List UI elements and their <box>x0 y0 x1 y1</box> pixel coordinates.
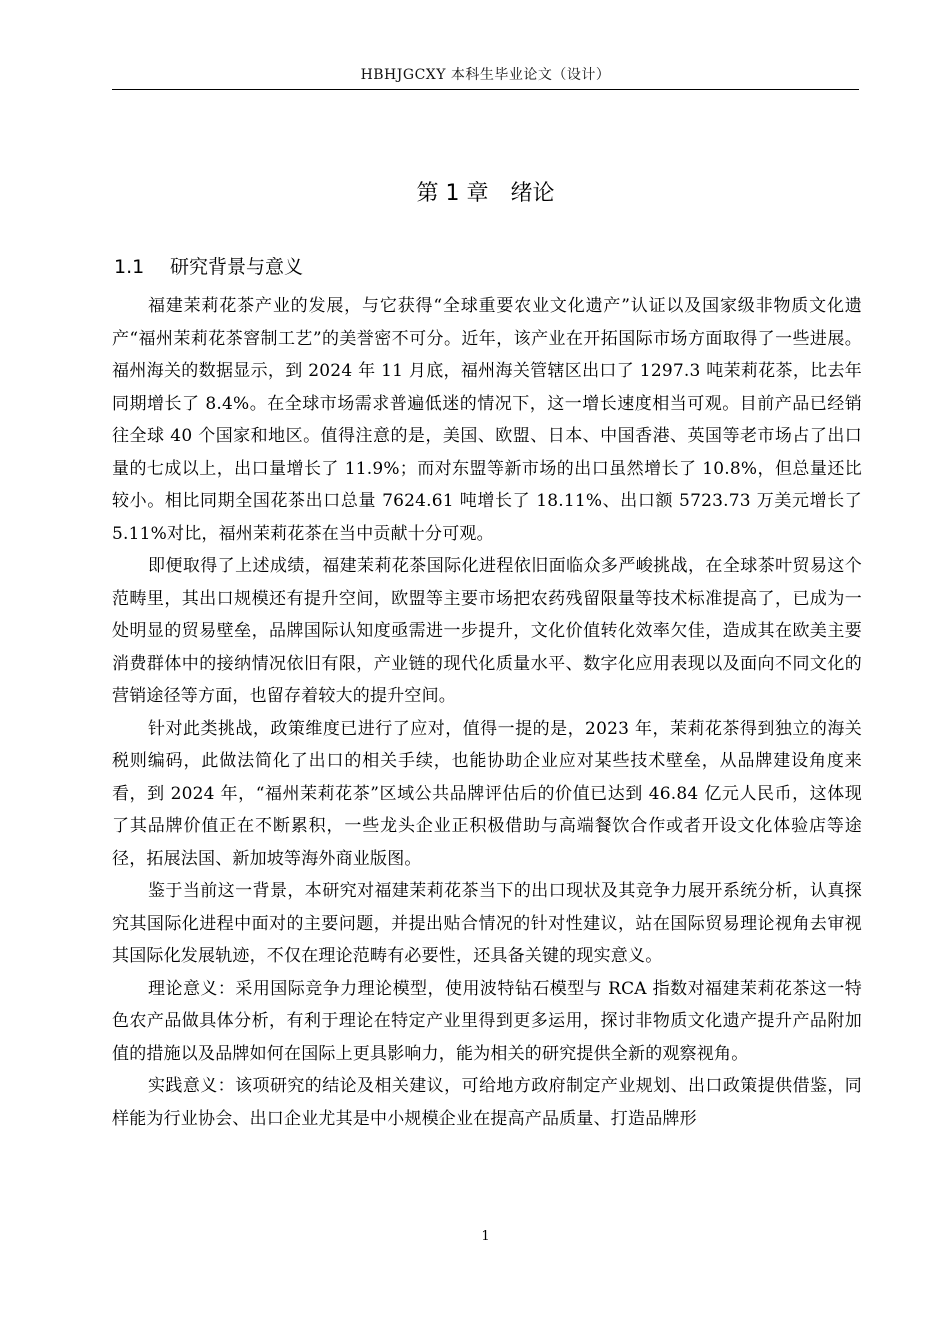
header-divider <box>112 89 859 90</box>
body-text <box>112 290 862 1135</box>
paragraph-background: 福建茉莉花茶产业的发展，与它获得“全球重要农业文化遗产”认证以及国家级非物质文化遗产“福州茉莉花茶窨制工艺”的美誉密不可分。近年，该产业在开拓国际市场方面取得了一些进展。福州海关的数据显示，到 2024 年 11 月底，福州海关管辖区出口了 1297.3 吨茉莉花茶，比去年同期增长了 8.4%。在全球市场需求普遍低迷的情况下，这一增长速度相当可观。目前产品已经销往全球 40 个国家和地区。值得注意的是，美国、欧盟、日本、中国香港、英国等老市场占了出口量的七成以上，出口量增长了 11.9%；而对东盟等新市场的出口虽然增长了 10.8%，但总量还比较小。相比同期全国花茶出口总量 7624.61 吨增长了 18.11%、出口额 5723.73 万美元增长了 5.11%对比，福州茉莉花茶在当中贡献十分可观。 <box>112 296 862 544</box>
running-header: HBHJGCXY 本科生毕业论文（设计） <box>360 67 611 83</box>
chapter-name: 绪论 <box>510 181 555 206</box>
section-heading <box>114 252 303 282</box>
page-number: 1 <box>481 1229 490 1244</box>
chapter-number: 第 1 章 <box>416 181 489 206</box>
paragraph-research-aim: 鉴于当前这一背景，本研究对福建茉莉花茶当下的出口现状及其竞争力展开系统分析，认真探究其国际化进程中面对的主要问题，并提出贴合情况的针对性建议，站在国际贸易理论视角去审视其国际化发展轨迹，不仅在理论范畴有必要性，还具备关键的现实意义。 <box>112 881 862 966</box>
chapter-title <box>112 178 859 210</box>
paragraph-policy: 针对此类挑战，政策维度已进行了应对，值得一提的是，2023 年，茉莉花茶得到独立的海关税则编码，此做法简化了出口的相关手续，也能协助企业应对某些技术壁垒，从品牌建设角度来看，到 2024 年，“福州茉莉花茶”区域公共品牌评估后的价值已达到 46.84 亿元人民币，这体现了其品牌价值正在不断累积，一些龙头企业正积极借助与高端餐饮合作或者开设文化体验店等途径，拓展法国、新加坡等海外商业版图。 <box>112 718 862 869</box>
section-number: 1.1 <box>114 256 145 278</box>
section-title: 研究背景与意义 <box>170 256 304 278</box>
paragraph-practical-significance: 实践意义：该项研究的结论及相关建议，可给地方政府制定产业规划、出口政策提供借鉴，同样能为行业协会、出口企业尤其是中小规模企业在提高产品质量、打造品牌形 <box>112 1076 862 1129</box>
paragraph-challenges: 即便取得了上述成绩，福建茉莉花茶国际化进程依旧面临众多严峻挑战，在全球茶叶贸易这个范畴里，其出口规模还有提升空间，欧盟等主要市场把农药残留限量等技术标准提高了，已成为一处明显的贸易壁垒，品牌国际认知度亟需进一步提升，文化价值转化效率欠佳，造成其在欧美主要消费群体中的接纳情况依旧有限，产业链的现代化质量水平、数字化应用表现以及面向不同文化的营销途径等方面，也留存着较大的提升空间。 <box>112 556 862 706</box>
paragraph-theoretical-significance: 理论意义：采用国际竞争力理论模型，使用波特钻石模型与 RCA 指数对福建茉莉花茶这一特色农产品做具体分析，有利于理论在特定产业里得到更多运用，探讨非物质文化遗产提升产品附加值的措施以及品牌如何在国际上更具影响力，能为相关的研究提供全新的观察视角。 <box>112 978 862 1064</box>
